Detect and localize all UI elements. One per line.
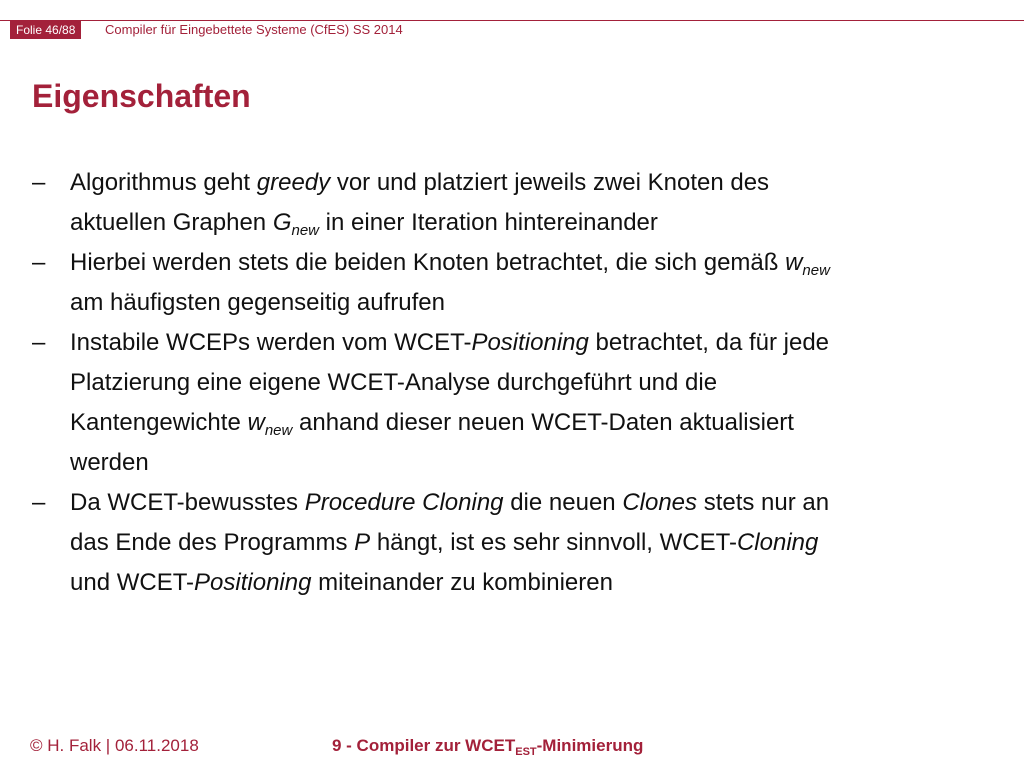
- bullet-line: Platzierung eine eigene WCET-Analyse durchgeführt und die: [70, 369, 718, 396]
- bullet-item: [32, 483, 992, 603]
- bullet-line: Da WCET-bewusstes Procedure Cloning die neuen Clones stets nur an: [70, 489, 830, 516]
- bullet-item: [32, 163, 992, 243]
- bullet-line: und WCET-Positioning miteinander zu kombinieren: [70, 569, 613, 596]
- bullet-line: Algorithmus geht greedy vor und platziert jeweils zwei Knoten des: [70, 169, 770, 196]
- bullet-item: [32, 243, 992, 323]
- bullet-line: Instabile WCEPs werden vom WCET-Positioning betrachtet, da für jede: [70, 329, 830, 356]
- bullet-line: am häufigsten gegenseitig aufrufen: [70, 289, 445, 316]
- bullet-dash: –: [32, 169, 46, 196]
- bullet-line: werden: [70, 449, 149, 476]
- bullet-item: [32, 323, 992, 483]
- bullet-list: [32, 163, 992, 603]
- bullet-dash: –: [32, 329, 46, 356]
- bullet-line: Hierbei werden stets die beiden Knoten betrachtet, die sich gemäß $w_{new}$: [70, 249, 830, 279]
- slide-number-badge: Folie 46/88: [10, 21, 81, 39]
- bullet-line: Kantengewichte $w_{new}$ anhand dieser neuen WCET-Daten aktualisiert: [70, 409, 794, 439]
- bullet-dash: –: [32, 489, 46, 516]
- footer-lecture-title: 9 - Compiler zur $WCET_{EST}$-Minimierung: [332, 736, 644, 758]
- bullet-line: das Ende des Programms P hängt, ist es sehr sinnvoll, WCET-Cloning: [70, 529, 819, 556]
- bullet-line: aktuellen Graphen $G_{new}$ in einer Iteration hintereinander: [70, 209, 658, 239]
- bullet-dash: –: [32, 249, 46, 276]
- course-title: Compiler für Eingebettete Systeme (CfES) SS 2014: [105, 22, 403, 37]
- header-rule: [0, 20, 1024, 21]
- page-title: Eigenschaften: [32, 78, 251, 114]
- footer-author-date: © H. Falk | 06.11.2018: [30, 736, 199, 755]
